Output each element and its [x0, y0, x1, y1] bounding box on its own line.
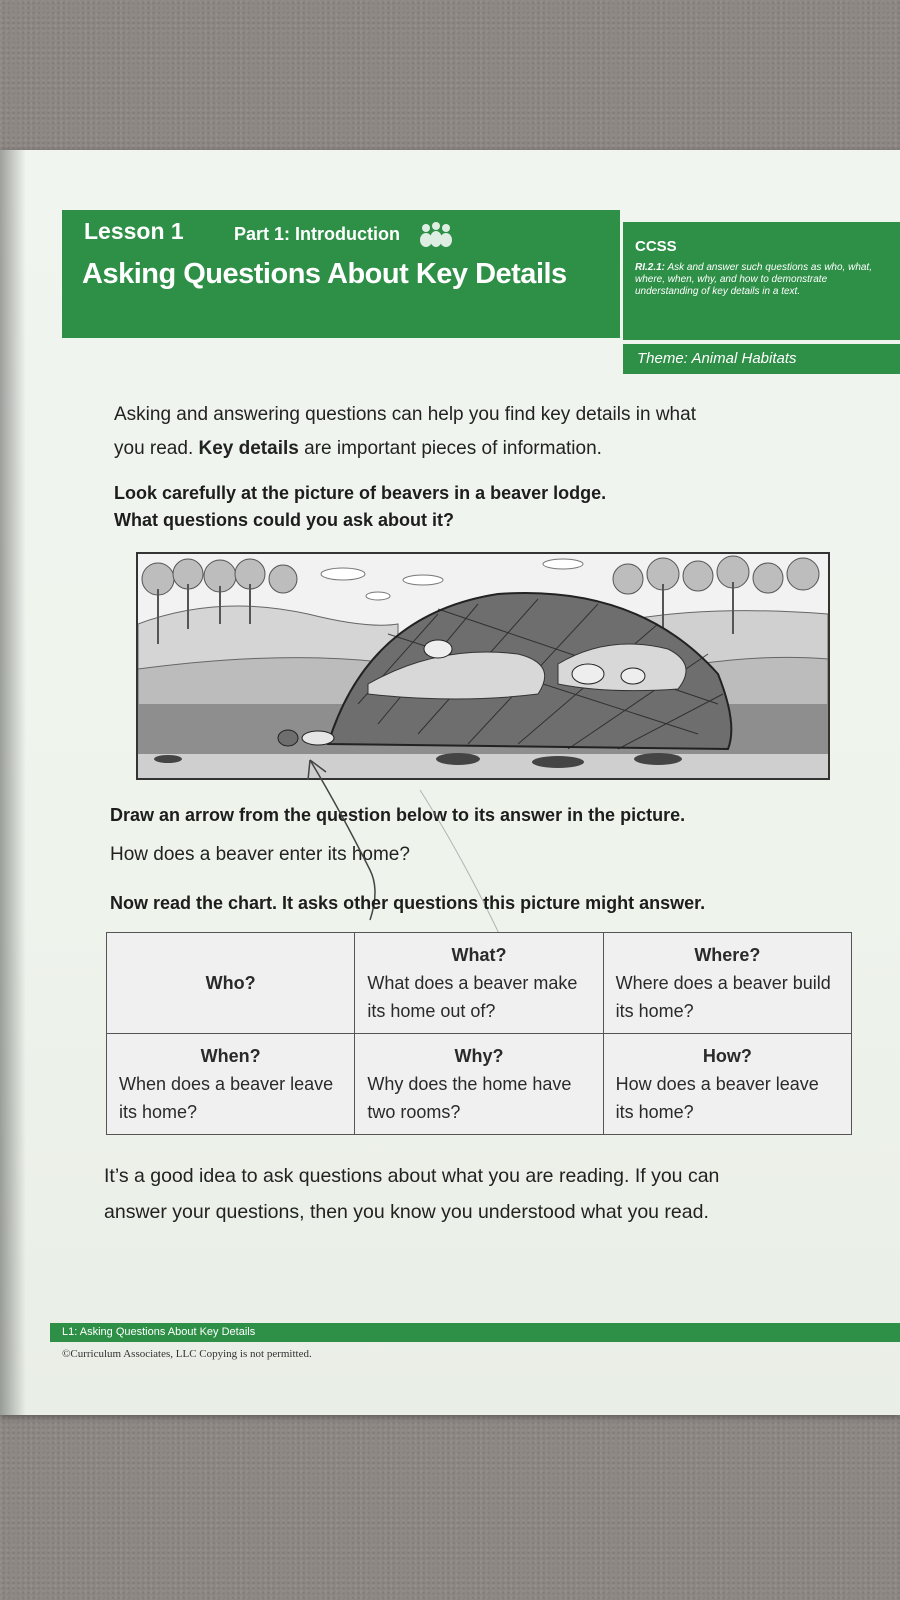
beaver-icon	[572, 664, 604, 684]
standards-label: CCSS	[635, 238, 677, 255]
chart-cell-how	[603, 1034, 851, 1135]
chart-cell-why	[355, 1034, 603, 1135]
standards-box	[623, 222, 900, 340]
beaver-enter-question: How does a beaver enter its home?	[110, 844, 410, 865]
chart-heading-where: Where?	[694, 945, 761, 965]
page-spine-shadow	[0, 150, 26, 1415]
beaver-lodge-drawing	[138, 554, 828, 778]
chart-row	[107, 1034, 852, 1135]
chart-cell-what	[355, 933, 603, 1034]
lesson-number: Lesson 1	[84, 218, 184, 244]
chart-instruction: Now read the chart. It asks other questions this picture might answer.	[110, 893, 706, 913]
key-details-term: Key details	[198, 438, 299, 459]
chart-question-what: What does a beaver make its home out of?	[367, 973, 578, 1021]
chart-heading-what: What?	[451, 945, 507, 965]
intro-line-1: Asking and answering questions can help you find key details in what	[114, 404, 696, 425]
workbook-page	[0, 150, 900, 1415]
closing-line-1: It’s a good idea to ask questions about what you are reading. If you can	[104, 1165, 720, 1187]
intro-line-2	[114, 432, 696, 466]
beaver-icon	[424, 640, 452, 658]
closing-line-2: answer your questions, then you know you understood what you read.	[104, 1201, 709, 1223]
chart-heading-how: How?	[702, 1046, 752, 1066]
theme-label: Theme: Animal Habitats	[637, 350, 797, 367]
standards-code: RI.2.1:	[635, 262, 666, 273]
picture-instruction-line-1: Look carefully at the picture of beavers in a beaver lodge.	[114, 483, 607, 503]
standards-text	[635, 262, 890, 298]
picture-instruction-line-2: What questions could you ask about it?	[114, 510, 455, 530]
arrow-instruction: Draw an arrow from the question below to its answer in the picture.	[110, 805, 686, 825]
beaver-icon	[621, 668, 645, 684]
chart-cell-who	[107, 933, 355, 1034]
standards-description: Ask and answer such questions as who, what, where, when, why, and how to demonstrate understanding of key details in a text.	[635, 262, 872, 297]
chart-question-when: When does a beaver leave its home?	[119, 1074, 334, 1122]
closing-paragraph	[104, 1158, 719, 1230]
question-chart	[106, 932, 852, 1135]
chart-row	[107, 933, 852, 1034]
chart-question-why: Why does the home have two rooms?	[367, 1074, 572, 1122]
page-title: Asking Questions About Key Details	[82, 258, 567, 290]
chart-heading-why: Why?	[454, 1046, 504, 1066]
beaver-icon	[302, 731, 334, 745]
footer-bar	[50, 1323, 900, 1342]
chart-heading-who: Who?	[205, 973, 256, 993]
lesson-part: Part 1: Introduction	[234, 224, 400, 244]
chart-cell-where	[603, 933, 851, 1034]
beaver-lodge-illustration	[136, 552, 830, 780]
lesson-header	[62, 210, 620, 338]
copyright-notice: ©Curriculum Associates, LLC Copying is not permitted.	[62, 1348, 312, 1360]
intro-text-a: you read.	[114, 438, 199, 459]
intro-text-b: are important pieces of information.	[298, 438, 602, 459]
theme-banner	[623, 344, 900, 374]
chart-cell-when	[107, 1034, 355, 1135]
footer-lesson-ref: L1: Asking Questions About Key Details	[62, 1326, 256, 1338]
chart-question-where: Where does a beaver build its home?	[615, 973, 831, 1021]
intro-paragraph	[114, 398, 696, 466]
picture-instruction	[114, 480, 606, 534]
chart-question-how: How does a beaver leave its home?	[615, 1074, 819, 1122]
chart-heading-when: When?	[200, 1046, 261, 1066]
group-people-icon	[418, 222, 454, 250]
